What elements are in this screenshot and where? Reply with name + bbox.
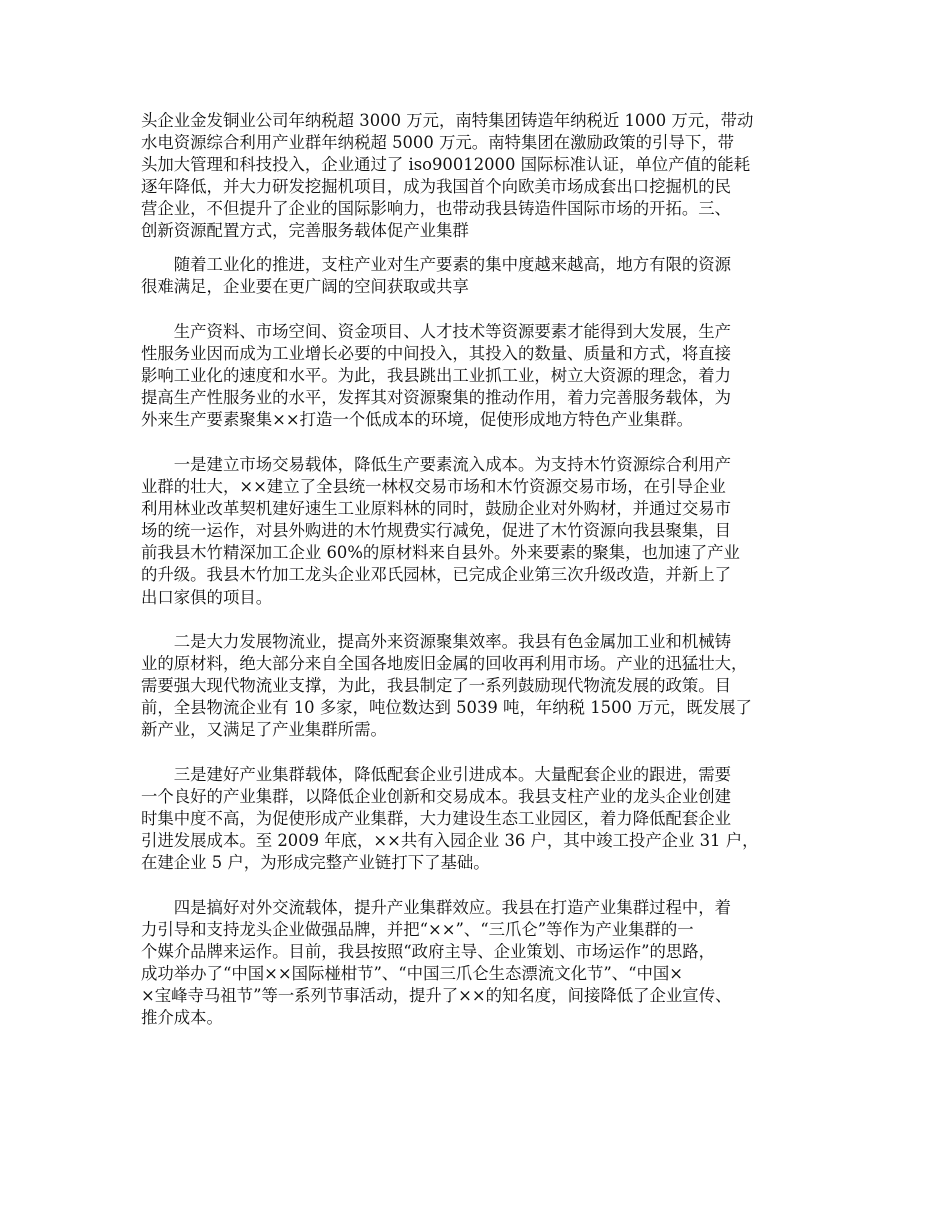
- text-line: 前我县木竹精深加工企业 60%的原材料来自县外。外来要素的聚集，也加速了产业: [141, 543, 740, 563]
- text-line: ×宝峰寺马祖节”等一系列节事活动，提升了××的知名度，间接降低了企业宣传、: [141, 986, 732, 1006]
- text-line: 水电资源综合利用产业群年纳税超 5000 万元。南特集团在激励政策的引导下，带: [141, 133, 735, 153]
- text-line: 头加大管理和科技投入，企业通过了 iso90012000 国际标准认证，单位产值的能耗: [141, 155, 751, 175]
- text-line: 生产资料、市场空间、资金项目、人才技术等资源要素才能得到大发展，生产: [141, 322, 732, 341]
- text-line: 一是建立市场交易载体，降低生产要素流入成本。为支持木竹资源综合利用产: [141, 455, 732, 474]
- text-line: 的升级。我县木竹加工龙头企业邓氏园林，已完成企业第三次升级改造，并新上了: [141, 565, 732, 585]
- paragraph-3: [141, 321, 825, 431]
- text-line: 业的原材料，绝大部分来自全国各地废旧金属的回收再利用市场。产业的迅猛壮大，: [141, 654, 748, 674]
- text-line: 时集中度不高，为促使形成产业集群，大力建设生态工业园区，着力降低配套企业: [141, 809, 732, 829]
- paragraph-2: [141, 254, 825, 298]
- paragraph-4: [141, 454, 825, 609]
- text-line: 逐年降低，并大力研发挖掘机项目，成为我国首个向欧美市场成套出口挖掘机的民: [141, 177, 732, 197]
- text-line: 前，全县物流企业有 10 多家，吨位数达到 5039 吨，年纳税 1500 万元，既发展了: [141, 698, 752, 718]
- text-line: 推介成本。: [141, 1008, 223, 1028]
- text-line: 四是搞好对外交流载体，提升产业集群效应。我县在打造产业集群过程中，着: [141, 898, 732, 917]
- text-line: 引进发展成本。至 2009 年底，××共有入园企业 36 户，其中竣工投产企业 31 户，: [141, 831, 759, 851]
- text-line: 新产业，又满足了产业集群所需。: [141, 720, 387, 740]
- paragraph-1: [141, 110, 825, 243]
- text-line: 性服务业因而成为工业增长必要的中间投入，其投入的数量、质量和方式，将直接: [141, 344, 732, 364]
- text-line: 随着工业化的推进，支柱产业对生产要素的集中度越来越高，地方有限的资源: [141, 255, 732, 274]
- text-line: 提高生产性服务业的水平，发挥其对资源聚集的推动作用，着力完善服务载体，为: [141, 388, 732, 408]
- text-line: 外来生产要素聚集××打造一个低成本的环境，促使形成地方特色产业集群。: [141, 410, 693, 430]
- text-line: 影响工业化的速度和水平。为此，我县跳出工业抓工业，树立大资源的理念，着力: [141, 366, 732, 386]
- text-line: 很难满足，企业要在更广阔的空间获取或共享: [141, 277, 469, 297]
- text-line: 成功举办了“中国××国际椪柑节”、“中国三爪仑生态漂流文化节”、“中国×: [141, 964, 684, 984]
- text-line: 头企业金发铜业公司年纳税超 3000 万元，南特集团铸造年纳税近 1000 万元，带动: [141, 111, 754, 130]
- paragraph-7: [141, 897, 825, 1030]
- text-line: 一个良好的产业集群，以降低企业创新和交易成本。我县支柱产业的龙头企业创建: [141, 787, 732, 807]
- text-line: 三是建好产业集群载体，降低配套企业引进成本。大量配套企业的跟进，需要: [141, 765, 732, 784]
- text-line: 创新资源配置方式，完善服务载体促产业集群: [141, 221, 469, 241]
- text-line: 业群的壮大，××建立了全县统一林权交易市场和木竹资源交易市场，在引导企业: [141, 477, 726, 497]
- text-line: 场的统一运作，对县外购进的木竹规费实行减免，促进了木竹资源向我县聚集，目: [141, 521, 732, 541]
- paragraph-6: [141, 764, 825, 874]
- text-line: 营企业，不但提升了企业的国际影响力，也带动我县铸造件国际市场的开拓。三、: [141, 199, 732, 219]
- text-line: 力引导和支持龙头企业做强品牌，并把“××”、“三爪仑”等作为产业集群的一: [141, 920, 694, 940]
- text-line: 二是大力发展物流业，提高外来资源聚集效率。我县有色金属加工业和机械铸: [141, 632, 732, 651]
- paragraph-5: [141, 631, 825, 741]
- text-line: 出口家俱的项目。: [141, 587, 273, 607]
- text-line: 需要强大现代物流业支撑，为此，我县制定了一系列鼓励现代物流发展的政策。目: [141, 676, 732, 696]
- text-line: 个媒介品牌来运作。目前，我县按照“政府主导、企业策划、市场运作”的思路，: [141, 942, 716, 962]
- text-line: 利用林业改革契机建好速生工业原料林的同时，鼓励企业对外购材，并通过交易市: [141, 499, 732, 519]
- text-line: 在建企业 5 户，为形成完整产业链打下了基础。: [141, 853, 490, 873]
